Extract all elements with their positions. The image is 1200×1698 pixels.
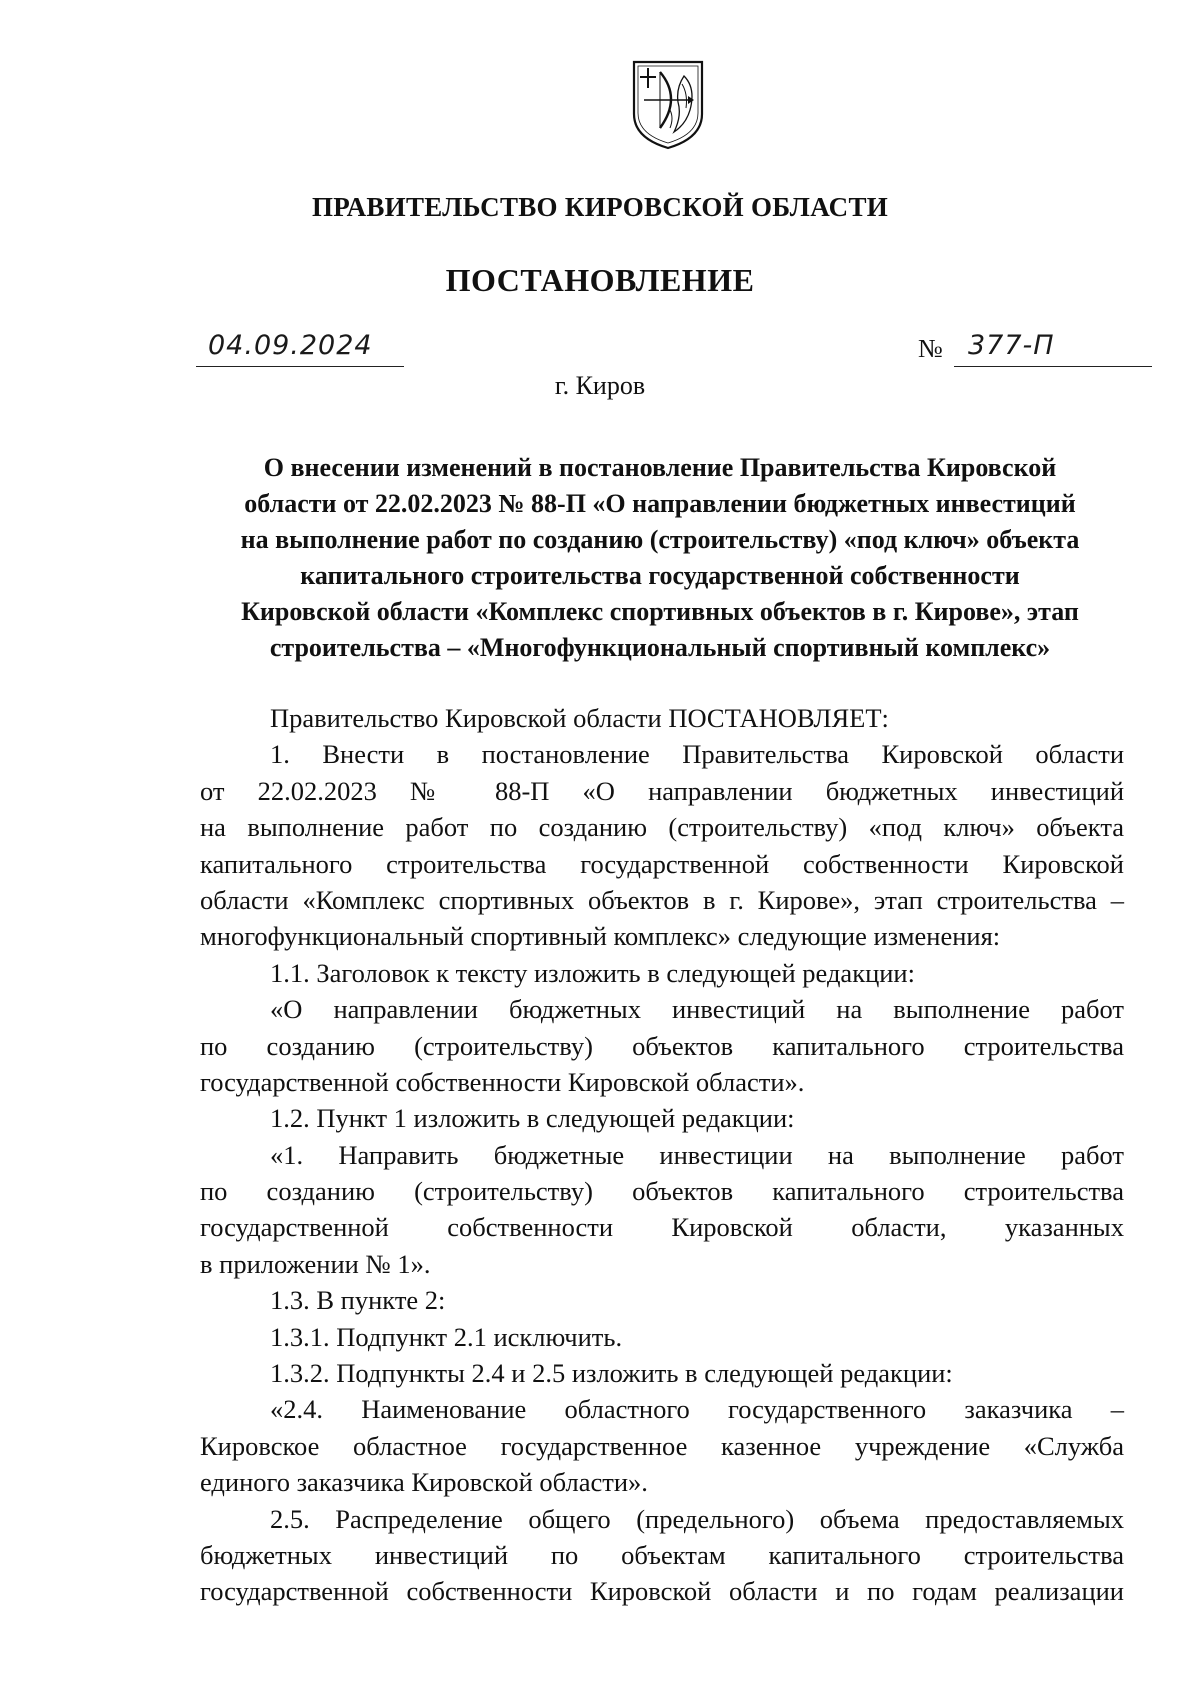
body-line: капитального строительства государственной собственности Кировской [200,848,1124,879]
subject-line: О внесении изменений в постановление Правительства Кировской [263,453,1057,482]
document-body [200,700,1124,1610]
document-type-heading: ПОСТАНОВЛЕНИЕ [445,262,755,298]
body-line: бюджетных инвестиций по объектам капитального строительства [200,1539,1124,1570]
body-line: 1.3.2. Подпункты 2.4 и 2.5 изложить в следующей редакции: [270,1358,953,1389]
body-line: «О направлении бюджетных инвестиций на выполнение работ [270,994,1124,1025]
body-line: по созданию (строительству) объектов капитального строительства [200,1176,1124,1207]
body-line: 1.2. Пункт 1 изложить в следующей редакции: [270,1103,795,1134]
body-line: 1. Внести в постановление Правительства Кировской области [270,739,1124,770]
body-line: по созданию (строительству) объектов капитального строительства [200,1030,1124,1061]
body-line: от 22.02.2023 № 88-П «О направлении бюджетных инвестиций [200,775,1124,806]
body-line: на выполнение работ по созданию (строительству) «под ключ» объекта [200,812,1124,843]
body-line: 1.3.1. Подпункт 2.1 исключить. [270,1321,623,1352]
body-line: области «Комплекс спортивных объектов в г. Кирове», этап строительства – [200,884,1124,915]
number-sign: № [918,334,943,363]
kirov-coat-of-arms-emblem [630,58,706,150]
subject-line: строительства – «Многофункциональный спортивный комплекс» [269,633,1051,662]
body-line: 1.3. В пункте 2: [270,1285,446,1316]
subject-line: на выполнение работ по созданию (строительству) «под ключ» объекта [240,525,1080,554]
organization-title: ПРАВИТЕЛЬСТВО КИРОВСКОЙ ОБЛАСТИ [311,192,889,222]
preamble-line: Правительство Кировской области ПОСТАНОВЛЯЕТ: [270,703,889,733]
body-line: государственной собственности Кировской области, указанных [200,1212,1124,1243]
subject-line: области от 22.02.2023 № 88-П «О направлении бюджетных инвестиций [244,489,1076,518]
body-line: 1.1. Заголовок к тексту изложить в следующей редакции: [270,957,915,988]
number-underline [954,330,1152,367]
body-line: государственной собственности Кировской области и по годам реализации [200,1576,1124,1607]
body-line: «1. Направить бюджетные инвестиции на выполнение работ [270,1139,1124,1170]
handwritten-number: 377-П [968,330,1055,361]
subject-line: Кировской области «Комплекс спортивных объектов в г. Кирове», этап [241,597,1079,626]
body-line: 2.5. Распределение общего (предельного) объема предоставляемых [270,1503,1124,1534]
body-line: единого заказчика Кировской области». [200,1467,648,1498]
body-line: «2.4. Наименование областного государственного заказчика – [270,1394,1124,1425]
body-line: многофункциональный спортивный комплекс» следующие изменения: [200,921,1001,952]
handwritten-date: 04.09.2024 [208,330,373,361]
body-line: в приложении № 1». [200,1248,431,1279]
body-line: Кировское областное государственное казенное учреждение «Служба [200,1430,1124,1461]
document-number-field [918,330,1152,366]
body-line: государственной собственности Кировской области». [200,1066,805,1097]
city-line: г. Киров [554,371,646,400]
document-subject [190,450,1130,666]
document-date-field [196,330,404,367]
subject-line: капитального строительства государственной собственности [300,561,1020,590]
